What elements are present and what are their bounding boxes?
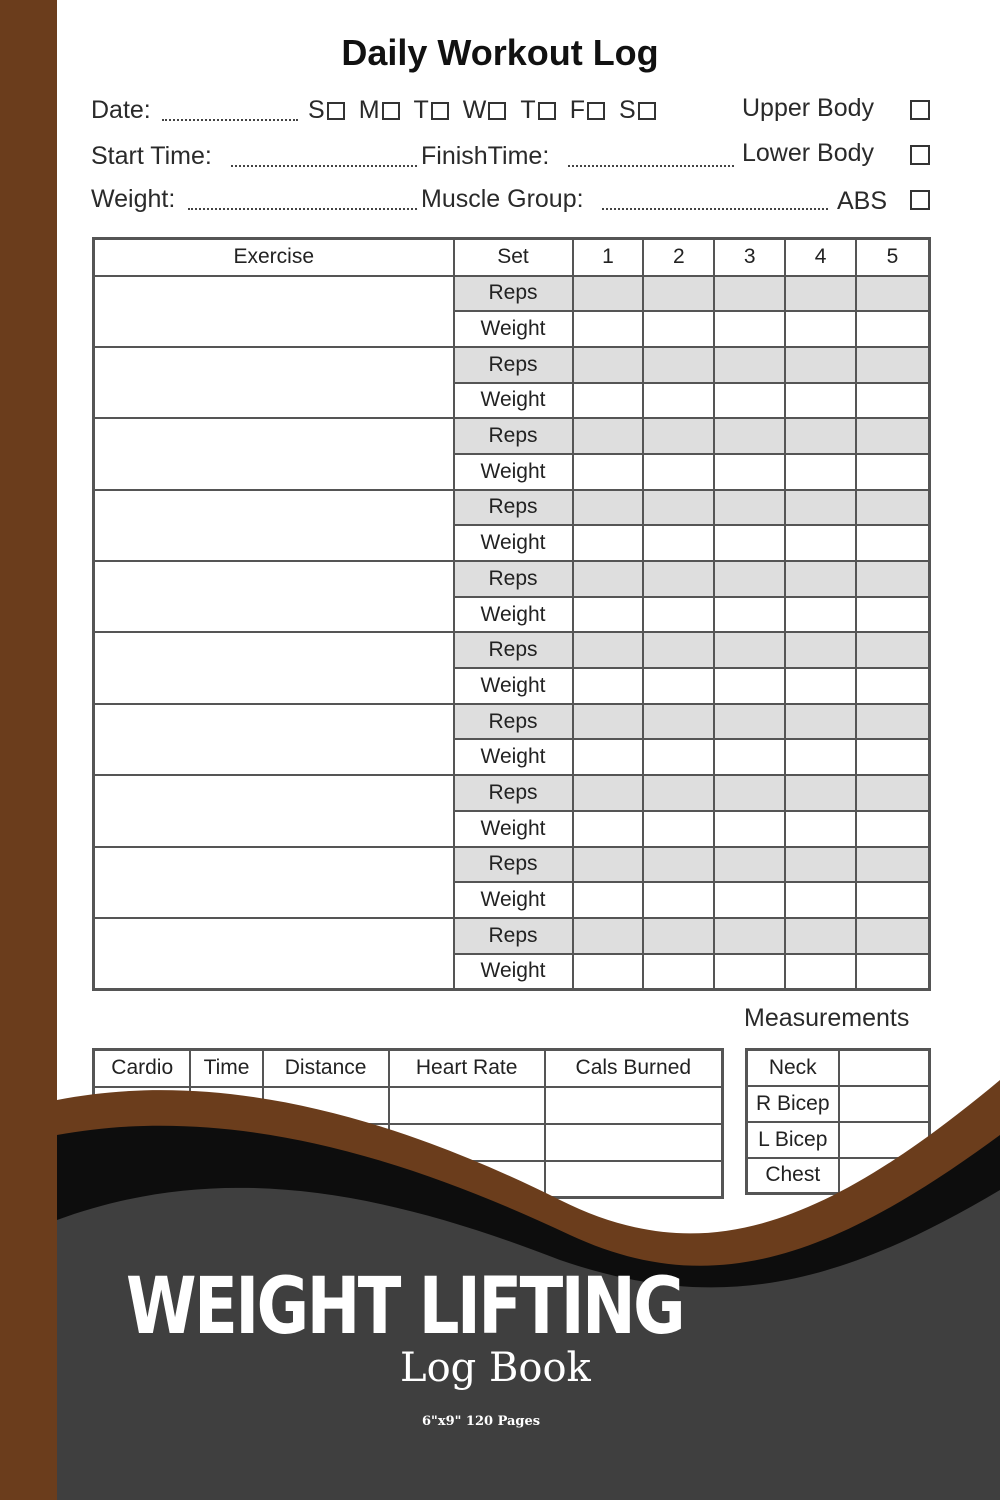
weight-cell[interactable]: [856, 525, 930, 561]
reps-row: [94, 418, 930, 454]
reps-cell[interactable]: [573, 704, 644, 740]
set-header: Set: [454, 239, 573, 276]
weight-cell[interactable]: [785, 597, 856, 633]
exercise-name-cell[interactable]: [94, 632, 454, 703]
cardio-header: Time: [190, 1050, 262, 1087]
exercise-name-cell[interactable]: [94, 561, 454, 632]
upper-body-label: Upper Body: [742, 94, 875, 122]
reps-cell[interactable]: [856, 847, 930, 883]
weight-cell[interactable]: [856, 668, 930, 704]
reps-cell[interactable]: [785, 847, 856, 883]
weight-cell[interactable]: [643, 525, 714, 561]
reps-row: [94, 775, 930, 811]
reps-cell[interactable]: [714, 276, 785, 312]
reps-row: [94, 847, 930, 883]
weight-cell[interactable]: [856, 383, 930, 419]
weekday-option[interactable]: [619, 96, 656, 124]
reps-cell[interactable]: [785, 418, 856, 454]
set-number-header: 1: [573, 239, 644, 276]
weight-cell[interactable]: [643, 597, 714, 633]
weekday-letter: W: [462, 96, 487, 124]
weekday-checkboxes: [308, 96, 670, 125]
date-label: Date:: [91, 96, 151, 124]
reps-cell[interactable]: [785, 918, 856, 954]
reps-row: [94, 632, 930, 668]
reps-cell[interactable]: [573, 918, 644, 954]
weight-cell[interactable]: [785, 525, 856, 561]
weight-cell[interactable]: [785, 739, 856, 775]
weight-cell[interactable]: [714, 882, 785, 918]
measurement-label: Neck: [747, 1050, 839, 1086]
measurement-label: L Bicep: [747, 1122, 839, 1158]
reps-cell[interactable]: [714, 704, 785, 740]
reps-cell[interactable]: [573, 561, 644, 597]
exercise-header: Exercise: [94, 239, 454, 276]
weight-cell[interactable]: [785, 311, 856, 347]
reps-cell[interactable]: [785, 490, 856, 526]
weight-cell[interactable]: [714, 454, 785, 490]
weekday-option[interactable]: [414, 96, 449, 124]
checkbox-icon[interactable]: [587, 102, 605, 120]
exercise-name-cell[interactable]: [94, 276, 454, 347]
lower-body-checkbox[interactable]: [910, 145, 930, 165]
reps-cell[interactable]: [714, 490, 785, 526]
weight-label-cell: Weight: [454, 525, 573, 561]
weekday-option[interactable]: [520, 96, 555, 124]
checkbox-icon[interactable]: [382, 102, 400, 120]
upper-body-checkbox[interactable]: [910, 100, 930, 120]
weekday-option[interactable]: [308, 96, 345, 124]
weight-cell[interactable]: [643, 739, 714, 775]
reps-cell[interactable]: [643, 704, 714, 740]
weight-label-cell: Weight: [454, 454, 573, 490]
reps-row: [94, 704, 930, 740]
exercise-name-cell[interactable]: [94, 847, 454, 918]
checkbox-icon[interactable]: [638, 102, 656, 120]
reps-cell[interactable]: [714, 847, 785, 883]
weight-label-cell: Weight: [454, 668, 573, 704]
weight-cell[interactable]: [714, 597, 785, 633]
checkbox-icon[interactable]: [488, 102, 506, 120]
weight-cell[interactable]: [785, 811, 856, 847]
reps-label: Reps: [454, 418, 573, 454]
exercise-name-cell[interactable]: [94, 490, 454, 561]
workout-log-table: [92, 237, 931, 991]
reps-cell[interactable]: [643, 490, 714, 526]
muscle-group-line[interactable]: [602, 208, 828, 210]
reps-label: Reps: [454, 490, 573, 526]
weight-cell[interactable]: [856, 311, 930, 347]
reps-label: Reps: [454, 847, 573, 883]
weight-cell[interactable]: [643, 454, 714, 490]
weight-cell[interactable]: [714, 525, 785, 561]
weight-cell[interactable]: [714, 311, 785, 347]
reps-cell[interactable]: [643, 347, 714, 383]
weight-cell[interactable]: [573, 454, 644, 490]
weight-label-cell: Weight: [454, 383, 573, 419]
weight-cell[interactable]: [785, 882, 856, 918]
exercise-name-cell[interactable]: [94, 918, 454, 989]
weight-cell[interactable]: [856, 597, 930, 633]
exercise-name-cell[interactable]: [94, 347, 454, 418]
weight-cell[interactable]: [714, 739, 785, 775]
reps-cell[interactable]: [573, 847, 644, 883]
log-header-row: [94, 239, 930, 276]
weight-cell[interactable]: [714, 954, 785, 990]
weight-cell[interactable]: [643, 383, 714, 419]
checkbox-icon[interactable]: [327, 102, 345, 120]
weight-cell[interactable]: [573, 383, 644, 419]
page-title: Daily Workout Log: [341, 32, 659, 73]
reps-label: Reps: [454, 561, 573, 597]
weight-cell[interactable]: [573, 954, 644, 990]
measurements-title: Measurements: [744, 1004, 910, 1032]
finish-time-line[interactable]: [568, 165, 734, 167]
measurement-label: R Bicep: [747, 1086, 839, 1122]
weight-cell[interactable]: [856, 811, 930, 847]
weekday-letter: T: [520, 96, 536, 124]
cardio-header: Cardio: [94, 1050, 191, 1087]
weight-line[interactable]: [188, 208, 417, 210]
weight-cell[interactable]: [573, 668, 644, 704]
cardio-header: Distance: [263, 1050, 389, 1087]
weekday-option[interactable]: [359, 96, 400, 124]
set-number-header: 4: [785, 239, 856, 276]
weight-label-cell: Weight: [454, 311, 573, 347]
reps-row: [94, 490, 930, 526]
weight-label-cell: Weight: [454, 597, 573, 633]
cover-subtitle: Log Book: [400, 1345, 591, 1391]
weekday-option[interactable]: [463, 96, 507, 124]
weight-cell[interactable]: [785, 454, 856, 490]
finish-time-label: FinishTime:: [421, 142, 550, 170]
abs-label: ABS: [837, 187, 888, 215]
reps-label: Reps: [454, 775, 573, 811]
reps-cell[interactable]: [785, 276, 856, 312]
weight-cell[interactable]: [785, 954, 856, 990]
reps-cell[interactable]: [573, 347, 644, 383]
weight-cell[interactable]: [573, 811, 644, 847]
reps-cell[interactable]: [856, 918, 930, 954]
weight-cell[interactable]: [573, 525, 644, 561]
weight-cell[interactable]: [714, 668, 785, 704]
weekday-letter: M: [358, 96, 380, 124]
abs-checkbox[interactable]: [910, 190, 930, 210]
weight-cell[interactable]: [643, 811, 714, 847]
weekday-letter: S: [618, 96, 636, 124]
weight-cell[interactable]: [573, 597, 644, 633]
exercise-name-cell[interactable]: [94, 418, 454, 489]
weekday-letter: S: [308, 96, 325, 124]
reps-cell[interactable]: [714, 775, 785, 811]
weight-cell[interactable]: [856, 882, 930, 918]
reps-cell[interactable]: [573, 775, 644, 811]
reps-cell[interactable]: [714, 561, 785, 597]
reps-cell[interactable]: [856, 632, 930, 668]
reps-cell[interactable]: [643, 418, 714, 454]
set-number-header: 2: [643, 239, 714, 276]
weight-cell[interactable]: [856, 454, 930, 490]
weight-label-cell: Weight: [454, 882, 573, 918]
exercise-name-cell[interactable]: [94, 775, 454, 846]
weight-label-cell: Weight: [454, 954, 573, 990]
measurement-label: Chest: [747, 1158, 839, 1194]
reps-cell[interactable]: [856, 561, 930, 597]
weight-cell[interactable]: [643, 668, 714, 704]
muscle-group-label: Muscle Group:: [421, 185, 584, 213]
reps-cell[interactable]: [643, 632, 714, 668]
reps-cell[interactable]: [643, 847, 714, 883]
reps-cell[interactable]: [785, 347, 856, 383]
reps-cell[interactable]: [856, 775, 930, 811]
weight-cell[interactable]: [785, 668, 856, 704]
checkbox-icon[interactable]: [431, 102, 449, 120]
cover-page-info: 6"x9" 120 Pages: [422, 1414, 541, 1429]
weight-label: Weight:: [91, 185, 176, 213]
set-number-header: 3: [714, 239, 785, 276]
lower-body-label: Lower Body: [742, 139, 875, 167]
reps-cell[interactable]: [785, 632, 856, 668]
weight-cell[interactable]: [573, 882, 644, 918]
reps-row: [94, 347, 930, 383]
reps-cell[interactable]: [714, 918, 785, 954]
reps-row: [94, 561, 930, 597]
exercise-name-cell[interactable]: [94, 704, 454, 775]
reps-cell[interactable]: [714, 347, 785, 383]
weight-cell[interactable]: [643, 311, 714, 347]
weight-label-cell: Weight: [454, 811, 573, 847]
reps-row: [94, 276, 930, 312]
reps-cell[interactable]: [856, 276, 930, 312]
reps-cell[interactable]: [643, 918, 714, 954]
reps-cell[interactable]: [643, 561, 714, 597]
reps-cell[interactable]: [714, 418, 785, 454]
weight-cell[interactable]: [856, 739, 930, 775]
weight-cell[interactable]: [643, 954, 714, 990]
start-time-label: Start Time:: [91, 142, 212, 170]
weight-cell[interactable]: [714, 811, 785, 847]
reps-cell[interactable]: [785, 775, 856, 811]
reps-label: Reps: [454, 632, 573, 668]
reps-label: Reps: [454, 347, 573, 383]
cardio-header: Heart Rate: [389, 1050, 545, 1087]
reps-cell[interactable]: [714, 632, 785, 668]
weight-cell[interactable]: [714, 383, 785, 419]
reps-cell[interactable]: [573, 418, 644, 454]
reps-cell[interactable]: [785, 561, 856, 597]
reps-cell[interactable]: [856, 347, 930, 383]
weekday-option[interactable]: [570, 96, 605, 124]
reps-row: [94, 918, 930, 954]
start-time-line[interactable]: [231, 165, 417, 167]
reps-cell[interactable]: [856, 490, 930, 526]
reps-cell[interactable]: [573, 632, 644, 668]
reps-cell[interactable]: [643, 276, 714, 312]
date-line[interactable]: [162, 119, 298, 121]
reps-cell[interactable]: [643, 775, 714, 811]
set-number-header: 5: [856, 239, 930, 276]
weight-cell[interactable]: [643, 882, 714, 918]
weight-cell[interactable]: [856, 954, 930, 990]
reps-label: Reps: [454, 704, 573, 740]
reps-cell[interactable]: [856, 418, 930, 454]
reps-label: Reps: [454, 918, 573, 954]
cover-title: WEIGHT LIFTING: [126, 1262, 684, 1352]
weekday-letter: T: [413, 96, 429, 124]
reps-cell[interactable]: [856, 704, 930, 740]
reps-cell[interactable]: [573, 276, 644, 312]
weekday-letter: F: [569, 96, 585, 124]
cardio-header: Cals Burned: [545, 1050, 723, 1087]
reps-cell[interactable]: [573, 490, 644, 526]
weight-label-cell: Weight: [454, 739, 573, 775]
checkbox-icon[interactable]: [538, 102, 556, 120]
weight-cell[interactable]: [785, 383, 856, 419]
weight-cell[interactable]: [573, 311, 644, 347]
weight-cell[interactable]: [573, 739, 644, 775]
reps-label: Reps: [454, 276, 573, 312]
reps-cell[interactable]: [785, 704, 856, 740]
